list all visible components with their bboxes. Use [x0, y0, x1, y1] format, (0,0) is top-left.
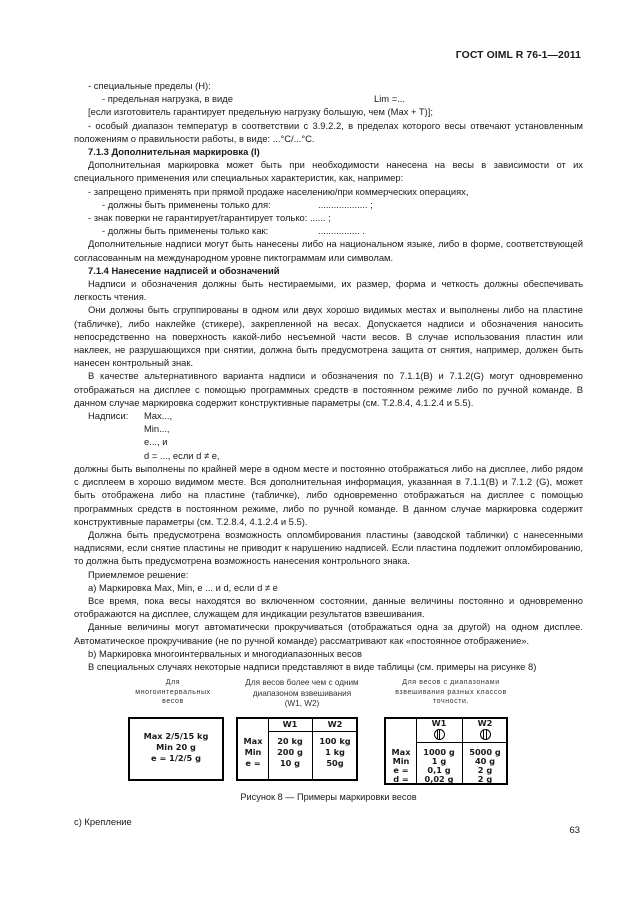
w2-e: 50g: [326, 758, 344, 769]
text-paragraph: b) Маркировка многоинтервальных и многодиапазонных весов: [88, 647, 362, 659]
row-label-e: e =: [393, 765, 409, 776]
inscription-item: e..., и: [144, 436, 168, 448]
marking-plate-multi-interval: [128, 717, 224, 781]
w2-max: 100 kg: [319, 736, 351, 747]
figure-caption-multi-range: Для весов более чем с одним диапазоном взвешивания (W1, W2): [245, 678, 359, 709]
e-value: e = 1/2/5 g: [151, 753, 201, 764]
w1-e: 10 g: [279, 758, 301, 769]
w1-min: 1 g: [431, 756, 447, 767]
text-paragraph: Должна быть предусмотрена возможность опломбирования пластины (заводской таблички) с нанесенными надписями, если снятие пластины не приводит к нарушению надписей. Если пластина подлежит опломбированию, то должна быть предусмотрена возможность нанесения контрольного знака.: [74, 528, 583, 567]
figure-caption-accuracy-classes: Для весов с диапазонами взвешивания разных классов точности.: [395, 679, 507, 706]
w1-max: 1000 g: [423, 747, 455, 758]
text-paragraph: Они должны быть сгруппированы в одном или двух хорошо видимых местах и выполнены либо на пластине (табличке), либо наклейке (стикере), закрепленной на весах. Допускается надписи и обозначения наносить непосредственно на поверхность какой-либо несъемной части весов. В случае использования пластин или наклеек, не разрушающихся при снятии, должна быть предусмотрена защита от снятия, например, должен быть нанесен контрольный знак.: [74, 304, 583, 369]
marking-plate-multi-range: [236, 717, 358, 781]
document-code-header: ГОСТ OIML R 76-1—2011: [455, 50, 581, 61]
w1-max: 20 kg: [277, 736, 303, 747]
section-heading-7-1-3: 7.1.3 Дополнительная маркировка (I): [88, 146, 260, 158]
w2-e: 2 g: [477, 765, 493, 776]
text-paragraph: Все время, пока весы находятся во включенном состоянии, данные величины постоянно и одновременно отображаются на дисплее, служащем для индикации результатов взвешивания.: [74, 594, 583, 620]
figure-8: [74, 675, 583, 801]
text-paragraph: В специальных случаях некоторые надписи представляют в виде таблицы (см. примеры на рисунке 8): [88, 660, 537, 672]
inscription-item: Min...,: [144, 423, 170, 435]
row-label-d: d =: [393, 774, 409, 785]
list-item: - знак поверки не гарантирует/гарантирует только: ...... ;: [88, 212, 331, 224]
text-paragraph: Дополнительная маркировка может быть при необходимости нанесена на весы в зависимости от их специального применения или специальных характеристик, как, например:: [74, 159, 583, 184]
text-paragraph: Данные величины могут автоматически прокручиваться (отображаться одна за другой) на одном дисплее. Автоматическое прокручивание (не по ручной команде) рассматривают как «постоянное отображение».: [74, 621, 583, 646]
accuracy-class-i-icon: [416, 729, 462, 742]
text-line: c) Крепление: [74, 816, 132, 828]
w2-max: 5000 g: [469, 747, 501, 758]
text-line: [если изготовитель гарантирует предельную нагрузку большую, чем (Max + T)];: [88, 106, 433, 118]
range-header-w1: W1: [431, 718, 447, 729]
page-number: 63: [569, 825, 580, 836]
range-header-w1: W1: [282, 719, 298, 730]
document-body: [74, 79, 583, 828]
inscriptions-label: Надписи:: [88, 410, 129, 422]
list-item: - запрещено применять при прямой продаже населению/при коммерческих операциях,: [88, 185, 469, 197]
range-header-w2: W2: [327, 719, 343, 730]
marking-plate-accuracy-classes: [384, 717, 508, 785]
text-paragraph: Дополнительные надписи могут быть нанесены либо на национальном языке, либо в форме, соответствующей согласованным на международном уровне пиктограммам или символам.: [74, 238, 583, 263]
text-line: - предельная нагрузка, в виде Lim =...: [102, 93, 405, 105]
text-line: - специальные пределы (H):: [88, 80, 211, 91]
w2-min: 40 g: [474, 756, 496, 767]
w2-min: 1 kg: [325, 747, 345, 758]
figure-caption: Рисунок 8 — Примеры маркировки весов: [240, 792, 417, 803]
list-item: - должны быть применены только для: ................... ;: [102, 198, 373, 210]
range-header-w2: W2: [477, 718, 493, 729]
section-heading-7-1-4: 7.1.4 Нанесение надписей и обозначений: [88, 264, 280, 276]
row-label-max: Max: [391, 747, 411, 758]
row-label-e: e =: [245, 758, 261, 769]
text-paragraph: В качестве альтернативного варианта надписи и обозначения по 7.1.1(B) и 7.1.2(G) могут одновременно отображаться на дисплее с помощью программных средств в постоянном режиме либо по ручной команде. В данном случае маркировка содержит конструктивные параметры (см. Т.2.8.4, 4.1.2.4 и 5.5).: [74, 370, 583, 408]
inscription-item: Max...,: [144, 410, 173, 422]
min-value: Min 20 g: [156, 742, 196, 753]
max-value: Max 2/5/15 kg: [143, 731, 209, 742]
row-label-min: Min: [392, 756, 410, 767]
row-label-max: Max: [243, 736, 263, 747]
row-label-min: Min: [244, 747, 262, 758]
text-paragraph: - особый диапазон температур в соответствии с 3.9.2.2, в пределах которого весы отвечают установленным положениям о правильности работы, в виде: ...°C/...°C.: [74, 119, 583, 144]
text-paragraph: Надписи и обозначения должны быть нестираемыми, их размер, форма и четкость должны обеспечивать легкость чтения.: [74, 278, 583, 303]
list-item: - должны быть применены только как: ................ .: [102, 225, 365, 237]
w1-d: 0,02 g: [424, 774, 454, 785]
figure-caption-multi-interval: Для многоинтервальных весов: [135, 679, 211, 706]
w1-min: 200 g: [277, 747, 303, 758]
text-paragraph: a) Маркировка Max, Min, e ... и d, если d ≠ e: [88, 581, 278, 593]
text-paragraph: Приемлемое решение:: [88, 568, 189, 580]
text-paragraph: должны быть выполнены по крайней мере в одном месте и постоянно отображаться либо на дисплее, либо рядом с дисплеем в хорошо видимом месте. Вся дополнительная информация, указанная в 7.1.1(B) и 7.1.2 (G), может быть отображена либо на пластине (табличке), либо одновременно отображаться на дисплее с помощью программных средств в постоянном режиме, либо по ручной команде. В данном случае маркировка содержит конструктивные параметры (см. Т.2.8.4, 4.1.2.4 и 5.5).: [74, 462, 583, 527]
w2-d: 2 g: [477, 774, 493, 785]
accuracy-class-ii-icon: [462, 729, 508, 742]
inscriptions-list: [74, 409, 583, 422]
inscription-item: d = ..., если d ≠ e,: [144, 449, 220, 461]
w1-e: 0,1 g: [427, 765, 451, 776]
